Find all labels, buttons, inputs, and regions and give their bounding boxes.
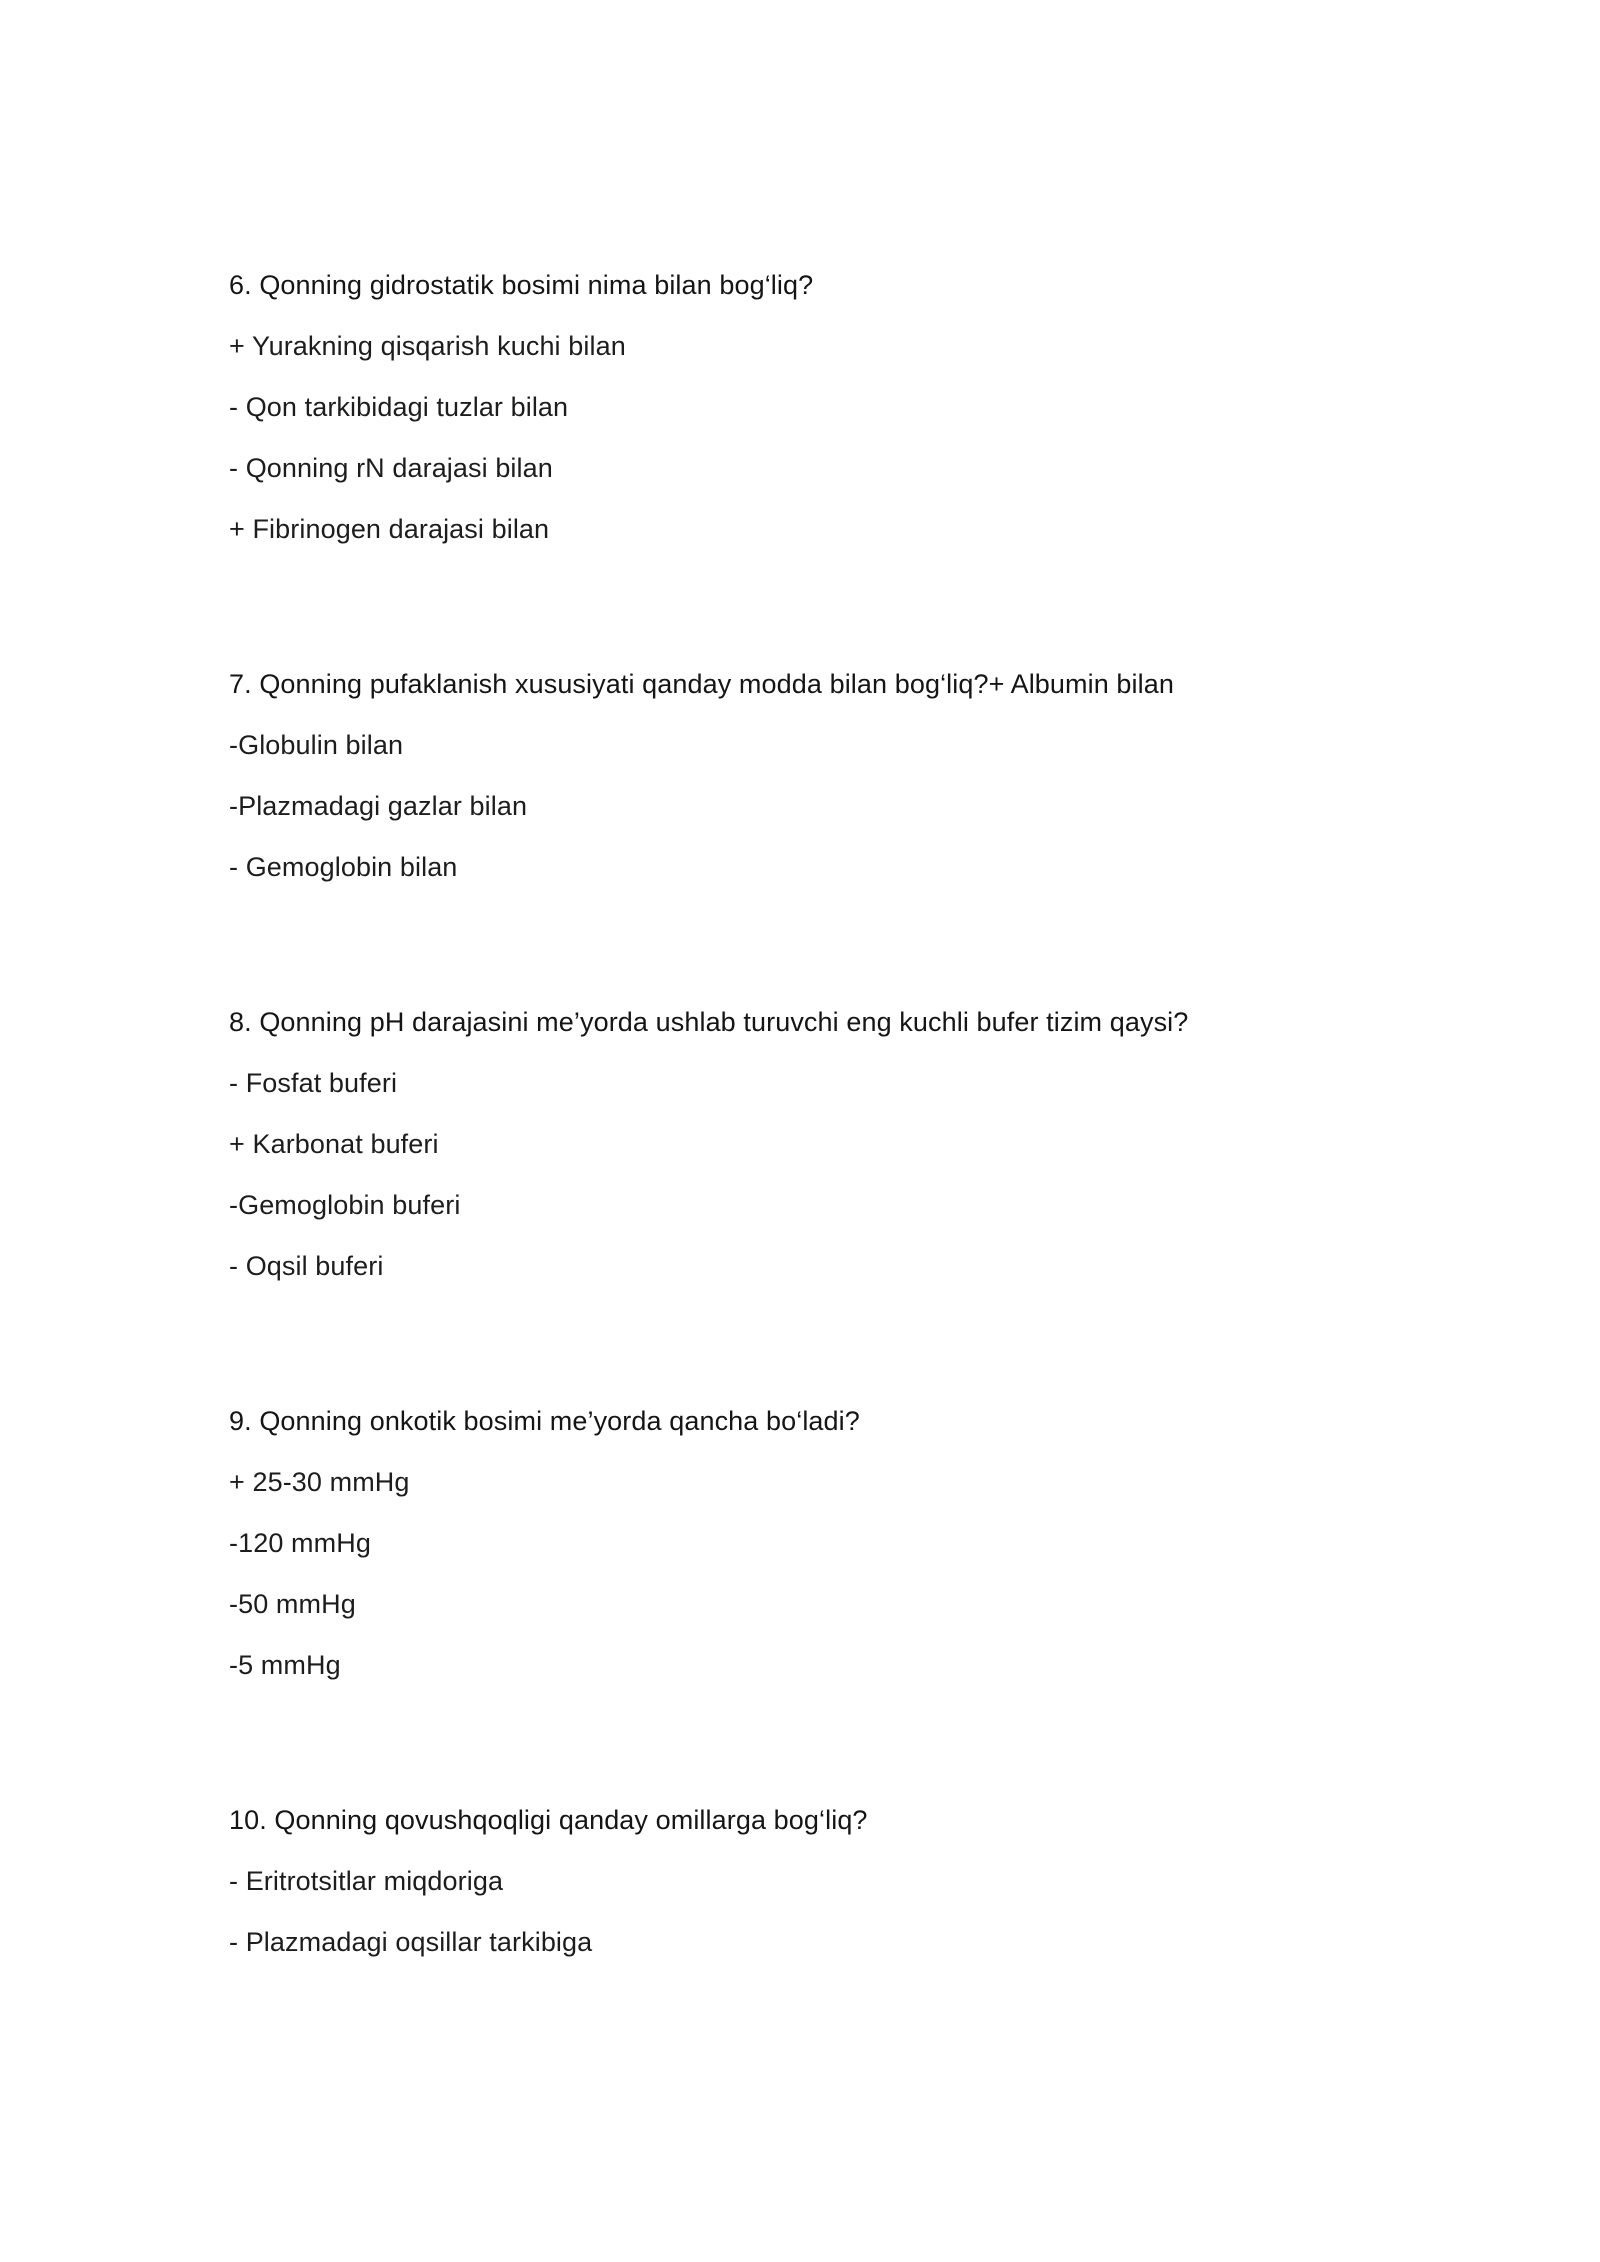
answer-option: -5 mmHg (229, 1650, 341, 1680)
answer-option: - Qonning rN darajasi bilan (229, 453, 553, 483)
answer-option: + 25-30 mmHg (229, 1467, 410, 1497)
answer-option: - Plazmadagi oqsillar tarkibiga (229, 1927, 593, 1957)
answer-option: - Eritrotsitlar miqdoriga (229, 1866, 504, 1896)
question-7 (229, 667, 1429, 884)
answer-option: - Fosfat buferi (229, 1068, 398, 1098)
question-6 (229, 268, 1429, 546)
question-text: 9. Qonning onkotik bosimi me’yorda qancha bo‘ladi? (229, 1406, 860, 1436)
answer-option: + Yurakning qisqarish kuchi bilan (229, 331, 626, 361)
question-text: 7. Qonning pufaklanish xususiyati qanday modda bilan bog‘liq?+ Albumin bilan (229, 669, 1174, 699)
answer-option: + Karbonat buferi (229, 1129, 439, 1159)
answer-option: -50 mmHg (229, 1589, 356, 1619)
answer-option: + Fibrinogen darajasi bilan (229, 514, 550, 544)
answer-option: -120 mmHg (229, 1528, 371, 1558)
answer-option: -Gemoglobin buferi (229, 1190, 461, 1220)
question-9 (229, 1404, 1429, 1682)
question-text: 6. Qonning gidrostatik bosimi nima bilan bog‘liq? (229, 270, 814, 300)
question-list (229, 268, 1429, 1986)
answer-option: - Oqsil buferi (229, 1251, 384, 1281)
answer-option: - Qon tarkibidagi tuzlar bilan (229, 392, 569, 422)
question-8 (229, 1005, 1429, 1283)
question-text: 8. Qonning pH darajasini me’yorda ushlab turuvchi eng kuchli bufer tizim qaysi? (229, 1007, 1189, 1037)
answer-option: - Gemoglobin bilan (229, 852, 458, 882)
answer-option: -Plazmadagi gazlar bilan (229, 791, 528, 821)
question-text: 10. Qonning qovushqoqligi qanday omillarga bog‘liq? (229, 1805, 868, 1835)
question-10 (229, 1803, 1429, 1959)
answer-option: -Globulin bilan (229, 730, 404, 760)
